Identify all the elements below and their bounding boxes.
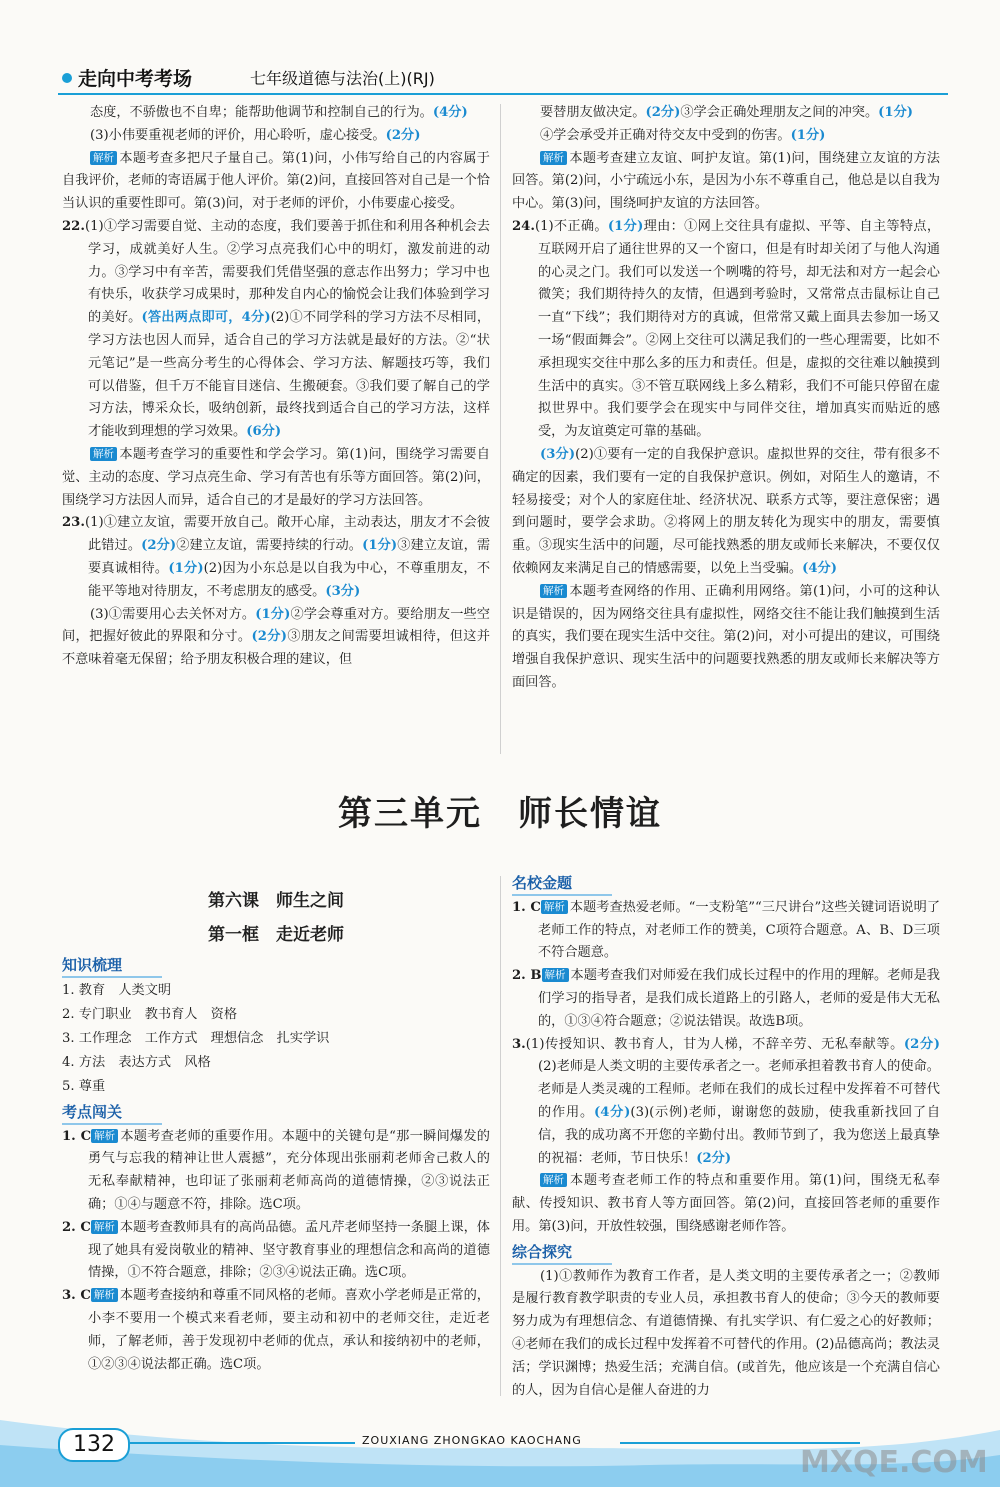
knowledge-item: 3. 工作理念 工作方式 理想信念 扎实学识 (62, 1030, 330, 1046)
lesson-title: 第六课 师生之间 (208, 891, 344, 911)
left-column-bottom (62, 884, 490, 1376)
answer-paragraph (62, 216, 490, 444)
section-heading-checkpoints: 考点闯关 (62, 1101, 162, 1125)
answer-text: 理由：①网上交往具有虚拟、平等、自主等特点，互联网开启了通往世界的又一个窗口，但是有时却关闭了与他人沟通的心灵之门。我们可以发送一个咧嘴的符号，却无法和对方一起会心微笑；我们期待持久的友情，但遇到考验时，又常常点击鼠标让自己一直“下线”；我们期待对方的真诚，但常常又戴上面具去参加一场又一场“假面舞会”。②网上交往可以满足我们的一些心理需要，比如不承担现实交往中那么多的压力和责任。但是，虚拟的交往难以触摸到生活中的真实。③不管互联网线上多么精彩，我们不可能只停留在虚拟世界中。我们要学会在现实中与同伴交往，增加真实而贴近的感受，为友谊奠定可靠的基础。 (538, 218, 941, 440)
right-column-bottom (512, 870, 940, 1402)
score-label: (1分) (255, 606, 291, 622)
knowledge-list (62, 979, 490, 1099)
score-label: (6分) (246, 424, 282, 440)
answer-paragraph (512, 965, 940, 1033)
answer-text: 本题考查接纳和尊重不同风格的老师。喜欢小学老师是正常的，小李不要用一个模式来看老师，要主动和初中的老师交往，走近老师，了解老师，善于发现初中老师的优点，承认和接纳初中的老师，①②③④说法都正确。选C项。 (88, 1288, 490, 1372)
answer-text: 本题考查老师工作的特点和重要作用。第(1)问，围绕无私奉献、传授知识、教书育人等方面回答。第(2)问，直接回答老师的重要作用。第(3)问，开放性较强，围绕感谢老师作答。 (512, 1173, 940, 1234)
answer-text: 本题考查多把尺子量自己。第(1)问，小伟写给自己的内容属于自我评价，老师的寄语属于他人评价。第(2)问，直接回答对自己是一个恰当认识的重要性即可。第(3)问，对于老师的评价，小伟要虚心接受。 (62, 150, 490, 212)
question-number: 23. (62, 515, 85, 531)
answer-paragraph (62, 125, 490, 148)
answer-paragraph: (1)①教师作为教育工作者，是人类文明的主要传承者之一；②教师是履行教育教学职责的专业人员，承担教书育人的使命；③今天的教师要努力成为有理想信念、有道德情操、有扎实学识、有仁爱之心的好教师；④老师在我们的成长过程中发挥着不可替代的作用。(2)品德高尚；教法灵活；学识渊博；热爱生活；充满自信。(或首先，他应该是一个充满自信心的人，因为自信心是催人奋进的力 (512, 1268, 940, 1398)
analysis-tag: 解析 (90, 151, 117, 165)
page-number: 132 (58, 1428, 130, 1462)
checkpoint-answers (62, 1126, 490, 1377)
footer-series: ZOUXIANG ZHONGKAO KAOCHANG (362, 1434, 582, 1447)
answer-text: (1)不正确。 (534, 218, 608, 234)
section-heading-knowledge: 知识梳理 (62, 954, 162, 978)
answer-paragraph (62, 604, 490, 672)
score-label: (2分) (645, 105, 681, 120)
answer-text: 本题考查学习的重要性和学会学习。第(1)问，围绕学习需要自觉、主动的态度、学习点亮生命、学习有苦也有乐等方面回答。第(2)问，围绕学习方法因人而异，适合自己的才是最好的学习方法回答。 (62, 446, 490, 508)
analysis-tag: 解析 (540, 584, 567, 598)
score-label: (2分) (903, 1036, 940, 1052)
answer-text: 要替朋友做决定。 (540, 105, 646, 120)
answer-text: (1)①学习需要自觉、主动的态度，我们要善于抓住和利用各种机会去学习，成就美好人生。②学习点亮我们心中的明灯，激发前进的动力。③学习中有辛苦，需要我们凭借坚强的意志作出努力；学习中也有快乐，收获学习成果时，那种发自内心的愉悦会让我们体验到学习的美好。 (84, 218, 490, 326)
answer-text: 本题考查老师的重要作用。本题中的关键句是“那一瞬间爆发的勇气与忘我的精神让世人震撼”，充分体现出张丽莉老师舍己救人的无私奉献精神，也印证了张丽莉老师高尚的道德情操，②③说法正确；①④与题意不符，排除。选C项。 (88, 1128, 490, 1212)
score-label: (1分) (878, 105, 913, 120)
answer-text: (3)①需要用心去关怀对方。 (90, 606, 256, 622)
question-number: 22. (62, 218, 85, 234)
answer-paragraph (62, 148, 490, 216)
score-label: (2分) (696, 1150, 732, 1166)
knowledge-item: 1. 教育 人类文明 (62, 982, 172, 998)
answer-text: ②学会尊重对方。要给朋友一些空间，把握好彼此的界限和分寸。 (62, 606, 490, 645)
answer-paragraph (62, 1285, 490, 1376)
knowledge-item: 2. 专门职业 教书育人 资格 (62, 1006, 238, 1022)
question-number: 3. (512, 1036, 526, 1052)
question-number: 24. (512, 218, 535, 234)
answer-paragraph (512, 581, 940, 695)
section-heading-famous-school: 名校金题 (512, 872, 612, 896)
answer-text: ③学会正确处理朋友之间的冲突。 (680, 105, 879, 120)
score-label: (2分) (251, 629, 288, 645)
watermark: MXQE.COM (800, 1445, 988, 1480)
unit-title: 第三单元 师长情谊 (338, 794, 662, 834)
question-number: 3. C (62, 1288, 91, 1304)
answer-text: 本题考查网络的作用、正确利用网络。第(1)问，小可的这种认识是错误的，因为网络交往具有虚拟性，网络交往不能让我们触摸到生活的真实，我们要在现实生活中交往。第(2)问，对小可提出的建议，可围绕增强自我保护意识、现实生活中的问题要找熟悉的朋友或师长来解决等方面回答。 (512, 583, 940, 690)
answer-paragraph (512, 444, 940, 581)
answer-text: 本题考查教师具有的高尚品德。孟凡芹老师坚持一条腿上课，体现了她具有爱岗敬业的精神、坚守教育事业的理想信念和高尚的道德情操，①不符合题意，排除；②③④说法正确。选C项。 (88, 1219, 490, 1281)
question-number: 1. C (62, 1128, 92, 1144)
score-label: (1分) (362, 538, 398, 554)
answer-paragraph (512, 125, 940, 148)
question-number: 2. B (512, 968, 542, 984)
analysis-tag: 解析 (91, 1129, 118, 1143)
answer-paragraph (512, 897, 940, 965)
answer-paragraph (62, 444, 490, 512)
answer-text: (2)因为小东总是以自我为中心，不尊重朋友，不能平等地对待朋友，不考虑朋友的感受。 (88, 560, 491, 599)
answer-text: ③朋友之间需要坦诚相待，但这并不意味着毫无保留；给予朋友积极合理的建议，但 (62, 629, 491, 668)
answer-paragraph (512, 1034, 940, 1171)
answer-paragraph (512, 216, 940, 444)
answer-paragraph (62, 1126, 490, 1217)
page-header (58, 60, 948, 96)
bullet-icon (62, 73, 72, 83)
left-column-top (62, 102, 490, 672)
analysis-tag: 解析 (541, 900, 568, 914)
answer-paragraph (512, 148, 940, 216)
answer-text: ②建立友谊，需要持续的行动。 (176, 538, 363, 554)
knowledge-item: 5. 尊重 (62, 1078, 106, 1094)
answer-text: (2)①要有一定的自我保护意识。虚拟世界的交往，带有很多不确定的因素，我们要有一定的自我保护意识。例如，对陌生人的邀请，不轻易接受；对个人的家庭住址、经济状况、联系方式等，要注意保密；遇到问题时，要学会求助。②将网上的朋友转化为现实中的朋友，需要慎重。③现实生活中的问题，尽可能找熟悉的朋友或师长来解决，不要仅仅依赖网友来满足自己的情感需要，以免上当受骗。 (512, 446, 940, 576)
answer-text: 态度，不骄傲也不自卑；能帮助他调节和控制自己的行为。 (90, 105, 433, 120)
score-label: (4分) (593, 1104, 631, 1120)
right-column-top (512, 102, 940, 695)
score-label: (4分) (802, 560, 837, 576)
book-brand: 走向中考考场 (78, 68, 193, 90)
answer-text: 本题考查我们对师爱在我们成长过程中的作用的理解。老师是我们学习的指导者，是我们成长道路上的引路人，老师的爱是伟大无私的，①③④符合题意；②说法错误。故选B项。 (538, 968, 940, 1029)
analysis-tag: 解析 (91, 1288, 118, 1302)
analysis-tag: 解析 (540, 1173, 567, 1187)
footer-rule-right (620, 1442, 860, 1444)
score-label: (3分) (325, 583, 361, 599)
answer-paragraph (62, 102, 490, 125)
famous-school-answers (512, 897, 940, 1239)
score-label: (1分) (607, 218, 644, 234)
score-label: (3分) (540, 446, 576, 462)
answer-paragraph (512, 102, 940, 125)
answer-paragraph (512, 1170, 940, 1238)
knowledge-item: 4. 方法 表达方式 风格 (62, 1054, 211, 1070)
answer-text: (3)小伟要重视老师的评价，用心聆听，虚心接受。 (90, 127, 386, 143)
analysis-tag: 解析 (542, 968, 569, 982)
score-label: (2分) (385, 127, 421, 143)
answer-paragraph (62, 512, 490, 603)
analysis-tag: 解析 (90, 447, 117, 461)
answer-text: 本题考查热爱老师。“一支粉笔”“三尺讲台”这些关键词语说明了老师工作的特点，对老师工作的赞美，C项符合题意。A、B、D三项不符合题意。 (538, 899, 941, 961)
answer-text: (2)①不同学科的学习方法不尽相同，学习方法也因人而异，适合自己的学习方法就是最好的方法。②“状元笔记”是一些高分考生的心得体会、学习方法、解题技巧等，我们可以借鉴，但千万不能盲目迷信、生搬硬套。③我们要了解自己的学习方法，博采众长，吸纳创新，最终找到适合自己的学习方法，这样才能收到理想的学习效果。 (88, 310, 491, 440)
answer-text: ④学会承受并正确对待交友中受到的伤害。 (540, 127, 791, 143)
section-heading-comprehensive: 综合探究 (512, 1241, 612, 1265)
answer-text: (2)老师是人类文明的主要传承者之一。老师承担着教书育人的使命。老师是人类灵魂的工程师。老师在我们的成长过程中发挥着不可替代的作用。 (538, 1059, 940, 1120)
score-label: (4分) (432, 105, 468, 120)
column-divider-bottom (500, 876, 501, 1396)
answer-text: (1)①建立友谊，需要开放自己。敞开心扉，主动表达，朋友才不会彼此错过。 (84, 515, 490, 554)
score-label: (答出两点即可，4分) (141, 310, 271, 326)
score-label: (2分) (141, 538, 177, 554)
header-rule (58, 93, 948, 95)
answer-text: (1)传授知识、教书育人，甘为人梯，不辞辛劳、无私奉献等。 (525, 1036, 904, 1052)
column-divider (500, 104, 501, 754)
score-label: (1分) (168, 560, 204, 576)
question-number: 2. C (62, 1219, 91, 1235)
book-subtitle: 七年级道德与法治(上)(RJ) (250, 69, 435, 88)
answer-text: ③建立友谊，需要真诚相待。 (88, 538, 491, 576)
analysis-tag: 解析 (91, 1220, 118, 1234)
answer-paragraph (62, 1217, 490, 1285)
score-label: (1分) (790, 127, 826, 143)
answer-text: (3)(示例)老师，谢谢您的鼓励，使我重新找回了自信，我的成功离不开您的辛勤付出。教师节到了，我为您送上最真挚的祝福：老师，节日快乐！ (538, 1104, 941, 1166)
question-number: 1. C (512, 899, 541, 915)
comprehensive-answers (512, 1266, 940, 1403)
footer-rule-left (130, 1442, 355, 1444)
analysis-tag: 解析 (540, 151, 567, 165)
frame-title: 第一框 走近老师 (208, 925, 344, 945)
answer-text: 本题考查建立友谊、呵护友谊。第(1)问，围绕建立友谊的方法回答。第(2)问，小宁疏远小东，是因为小东不尊重自己，他总是以自我为中心。第(3)问，围绕呵护友谊的方法回答。 (512, 150, 940, 212)
